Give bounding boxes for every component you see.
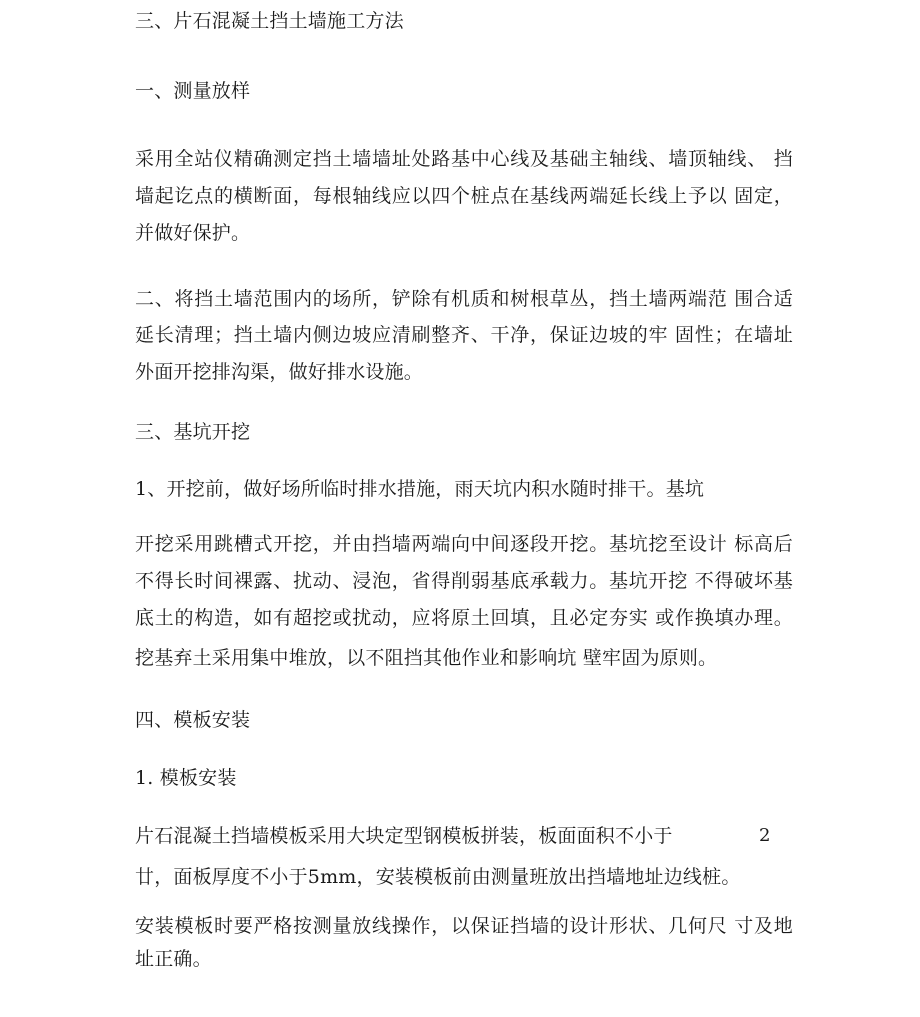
section-1-line-1: 采用全站仪精确测定挡土墙墙址处路基中心线及基础主轴线、墙顶轴线、 挡 [135,148,793,170]
section-3-heading: 三、基坑开挖 [135,421,251,443]
section-4-para-1-line-1: 片石混凝土挡墙模板采用大块定型钢模板拼装，板面面积不小于 [135,825,673,847]
section-4-para-2-line-2: 址正确。 [135,948,212,970]
section-2-line-3: 外面开挖排沟渠，做好排水设施。 [135,361,424,383]
section-4-para-1-line-2: 廿，面板厚度不小于5mm，安装模板前由测量班放出挡墙地址边线桩。 [135,866,741,888]
section-3-item-1: 1、开挖前，做好场所临时排水措施，雨天坑内积水随时排干。基坑 [135,478,705,500]
section-3-line-3: 底土的构造，如有超挖或扰动，应将原土回填，且必定夯实 或作换填办理。 [135,607,793,629]
section-4-item-1: 1. 模板安装 [135,767,237,789]
main-heading: 三、片石混凝土挡土墙施工方法 [135,10,404,32]
section-4-heading: 四、模板安装 [135,709,251,731]
section-1-heading: 一、测量放样 [135,80,251,102]
section-2-line-1: 二、将挡土墙范围内的场所，铲除有机质和树根草丛，挡土墙两端范 围合适 [135,288,793,310]
section-3-line-4: 挖基弃土采用集中堆放，以不阻挡其他作业和影响坑 壁牢固为原则。 [135,647,718,669]
section-1-line-3: 并做好保护。 [135,222,251,244]
section-1-line-2: 墙起讫点的横断面，每根轴线应以四个桩点在基线两端延长线上予以 固定， [135,185,793,207]
section-3-line-1: 开挖采用跳槽式开挖，并由挡墙两端向中间逐段开挖。基坑挖至设计 标高后 [135,533,793,555]
section-3-line-2: 不得长时间裸露、扰动、浸泡，省得削弱基底承载力。基坑开挖 不得破坏基 [135,570,793,592]
section-2-line-2: 延长清理；挡土墙内侧边坡应清刷整齐、干净，保证边坡的牢 固性；在墙址 [135,324,793,346]
section-4-superscript-number: 2 [759,825,771,846]
section-4-para-2-line-1: 安装模板时要严格按测量放线操作，以保证挡墙的设计形状、几何尺 寸及地 [135,915,793,937]
